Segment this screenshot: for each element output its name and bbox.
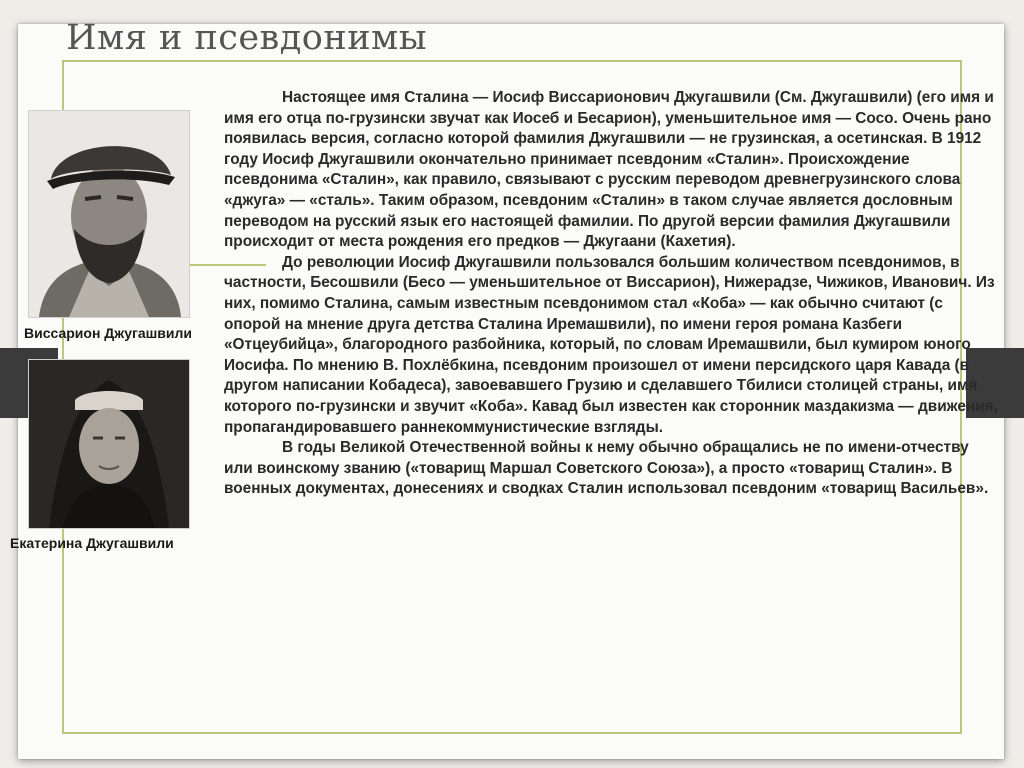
caption-ekaterina: Екатерина Джугашвили — [10, 535, 174, 551]
slide-title: Имя и псевдонимы — [66, 18, 428, 58]
man-portrait-image — [29, 111, 189, 317]
article-text — [224, 88, 1000, 500]
woman-portrait-image — [29, 360, 189, 528]
paragraph-real-name: Настоящее имя Сталина — Иосиф Виссарионович Джугашвили (См. Джугашвили) (его имя и имя его отца по-грузински звучат как Иосеб и Бесарион), уменьшительное имя — Сосо. Очень рано появилась версия, согласно которой фамилия Джугашвили — не грузинская, а осетинская. В 1912 году Иосиф Джугашвили окончательно принимает псевдоним «Сталин». Происхождение псевдонима «Сталин», как правило, связывают с русским переводом древнегрузинского слова «джуга» — «сталь». Таким образом, псевдоним «Сталин» в таком случае является дословным переводом на русский язык его настоящей фамилии. По другой версии фамилия Джугашвили происходит от места рождения его предков — Джугаани (Кахетия). — [224, 89, 994, 251]
portrait-ekaterina — [28, 359, 190, 529]
paragraph-pseudonyms: До революции Иосиф Джугашвили пользовался большим количеством псевдонимов, в частности, Бесошвили (Бесо — уменьшительное от Виссарион), Нижерадзе, Чижиков, Иванович. Из них, помимо Сталина, самым известным псевдонимом стал «Коба» — как обычно считают (с опорой на мнение друга детства Сталина Иремашвили), по имени героя романа Казбеги «Отцеубийца», благородного разбойника, который, по словам Иремашвили, был кумиром юного Иосифа. По мнению В. Похлёбкина, псевдоним произошел от имени персидского царя Кавада (в другом написании Кобадеса), завоевавшего Грузию и сделавшего Тбилиси столицей страны, имя которого по-грузински и звучит «Коба». Кавад был известен как сторонник маздакизма — движения, пропагандировавшего раннекоммунистические взгляды. — [224, 253, 998, 436]
caption-vissarion: Виссарион Джугашвили — [24, 325, 192, 341]
paragraph-war-years: В годы Великой Отечественной войны к нему обычно обращались не по имени-отчеству или воинскому званию («товарищ Маршал Советского Союза»), а просто «товарищ Сталин». В военных документах, донесениях и сводках Сталин использовал псевдоним «товарищ Васильев». — [224, 439, 989, 498]
portrait-vissarion — [28, 110, 190, 318]
